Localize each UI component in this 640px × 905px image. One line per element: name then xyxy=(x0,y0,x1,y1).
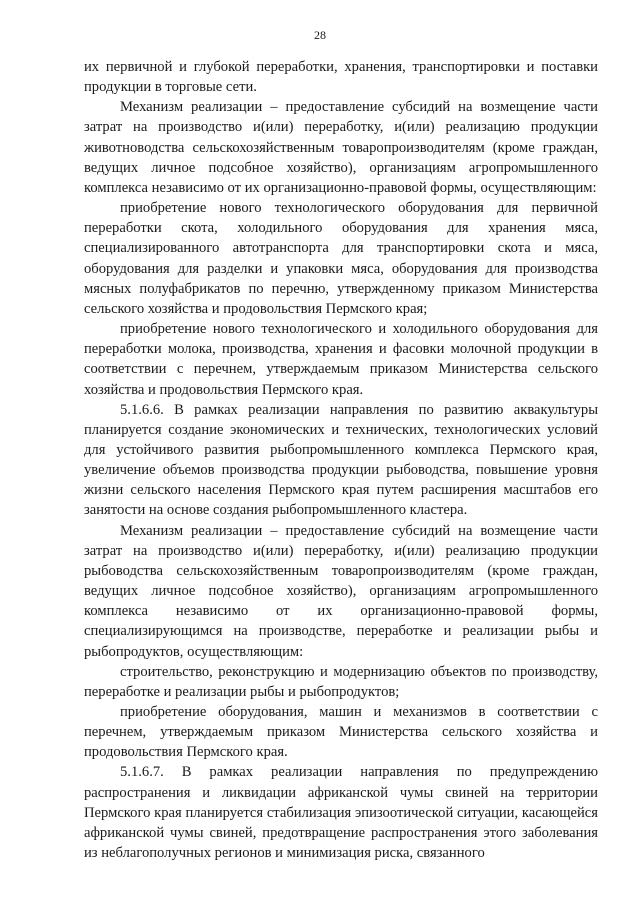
document-body xyxy=(84,57,598,863)
paragraph-mechanism-livestock: Механизм реализации – предоставление субсидий на возмещение части затрат на производство и(или) переработку, и(или) реализацию продукции животноводства сельскохозяйственным товаропроизводителям (кроме граждан, ведущих личное подсобное хозяйство), организациям агропромышленного комплекса независимо от их организационно-правовой формы, осуществляющим: xyxy=(84,99,598,196)
paragraph-aquaculture: 5.1.6.6. В рамках реализации направления по развитию аквакультуры планируется создание экономических и технических, технологических условий для устойчивого развития рыбопромышленного комплекса Пермского края, увеличение объемов производства продукции рыбоводства, повышение уровня жизни сельского населения Пермского края путем расширения масштабов его занятости на основе создания рыбопромышленного кластера. xyxy=(84,401,598,519)
paragraph-continuation: их первичной и глубокой переработки, хранения, транспортировки и поставки продукции в торговые сети. xyxy=(84,59,598,96)
paragraph-african-swine-fever: 5.1.6.7. В рамках реализации направления по предупреждению распространения и ликвидации африканской чумы свиней на территории Пермского края планируется стабилизация эпизоотической ситуации, касающейся африканской чумы свиней, предотвращение распространения этого заболевания из неблагополучных регионов и минимизация риска, связанного xyxy=(84,764,598,862)
paragraph-mechanism-fishery: Механизм реализации – предоставление субсидий на возмещение части затрат на производство и(или) переработку, и(или) реализацию продукции рыбоводства сельскохозяйственным товаропроизводителям (кроме граждан, ведущих личное подсобное хозяйство), организациям агропромышленного комплекса независимо от их организационно-правовой формы, специализирующимся на производстве, переработке и реализации рыбы и рыбопродуктов, осуществляющим: xyxy=(84,522,598,660)
paragraph-meat-equipment: приобретение нового технологического оборудования для первичной переработки скота, холодильного оборудования для хранения мяса, специализированного автотранспорта для транспортировки скота и мяса, оборудования для разделки и упаковки мяса, оборудования для производства мясных полуфабрикатов по перечню, утвержденному приказом Министерства сельского хозяйства и продовольствия Пермского края; xyxy=(84,200,598,317)
page-number: 28 xyxy=(314,28,326,42)
paragraph-milk-equipment: приобретение нового технологического и холодильного оборудования для переработки молока, производства, хранения и фасовки молочной продукции в соответствии с перечнем, утверждаемым приказом Министерства сельского хозяйства и продовольствия Пермского края. xyxy=(84,321,598,398)
paragraph-construction: строительство, реконструкцию и модернизацию объектов по производству, переработке и реализации рыбы и рыбопродуктов; xyxy=(84,663,598,700)
paragraph-fish-equipment: приобретение оборудования, машин и механизмов в соответствии с перечнем, утверждаемым приказом Министерства сельского хозяйства и продовольствия Пермского края. xyxy=(84,704,598,761)
